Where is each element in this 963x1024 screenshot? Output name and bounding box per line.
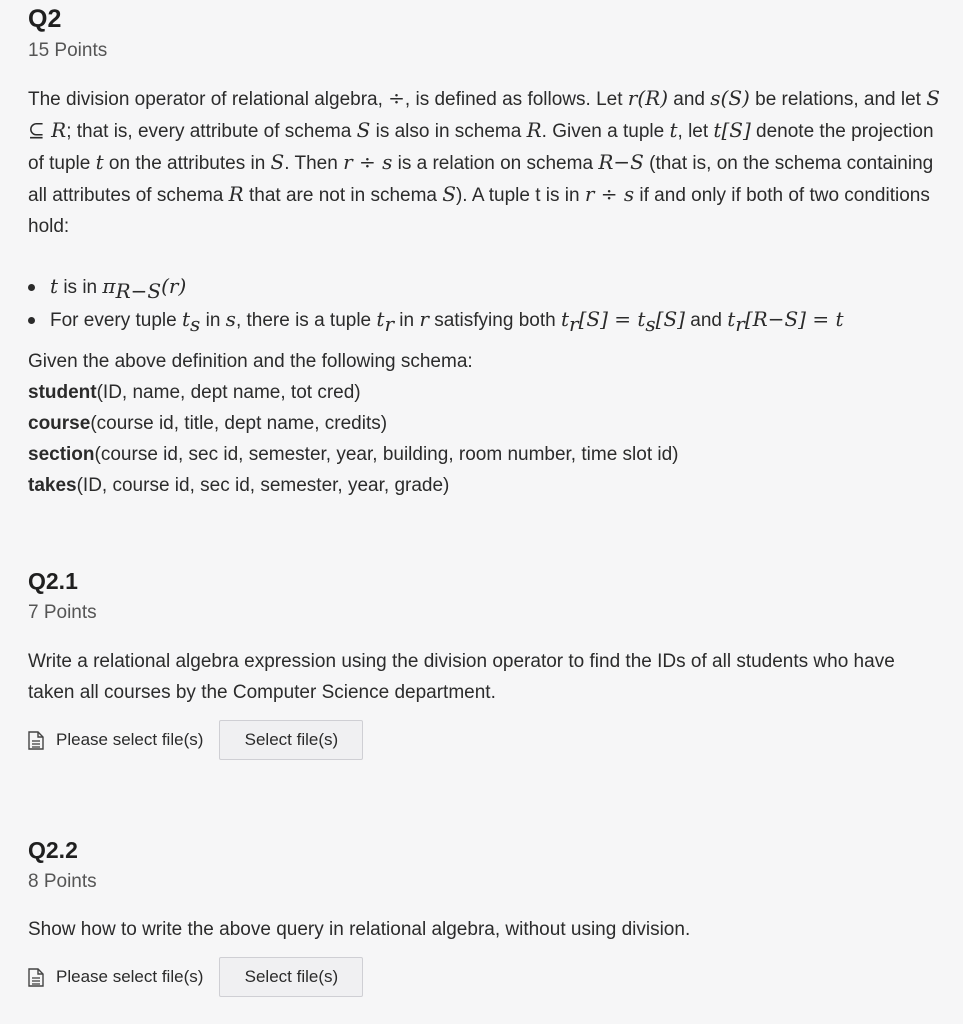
subquestion-prompt-q2-1: Write a relational algebra expression using the division operator to find the IDs of all students who have taken all courses by the Computer Science department. bbox=[28, 651, 895, 703]
condition-item: For every tuple $t_s$ in s, there is a tuple $t_r$ in r satisfying both $t_r[S] = t_s[S]$ and $t_r[R-S] = t$ bbox=[28, 304, 953, 337]
subquestion-title-q2-1: Q2.1 bbox=[28, 568, 78, 594]
schema-intro: Given the above definition and the following schema: bbox=[28, 351, 473, 372]
select-files-button[interactable]: Select file(s) bbox=[219, 720, 363, 760]
file-icon bbox=[28, 968, 44, 987]
question-description: The division operator of relational algebra, ÷, is defined as follows. Let r(R) and s(S) be relations, and let S ⊆ R; that is, every attribute of schema S is also in schema R. Given a tuple t, let t[S] denote the projection of tuple t on the attributes in S. Then r ÷ s is a relation on schema R−S (that is, on the schema containing all attributes of schema R that are not in schema S). A tuple t is in r ÷ s if and only if both of two conditions hold: bbox=[28, 86, 940, 237]
upload-label: Please select file(s) bbox=[56, 730, 204, 749]
condition-item: t is in $\pi_{R-S}(r)$ bbox=[28, 271, 953, 304]
conditions-list bbox=[28, 271, 953, 337]
select-files-button[interactable]: Select file(s) bbox=[219, 957, 363, 997]
schema-takes: takes(ID, course id, sec id, semester, year, grade) bbox=[28, 475, 450, 496]
upload-label: Please select file(s) bbox=[56, 967, 204, 986]
file-upload-q2-1 bbox=[28, 719, 363, 761]
question-title: Q2 bbox=[28, 5, 62, 33]
schema-section: section(course id, sec id, semester, year, building, room number, time slot id) bbox=[28, 444, 679, 465]
file-icon bbox=[28, 731, 44, 750]
question-points: 15 Points bbox=[28, 40, 108, 61]
schema-student: student(ID, name, dept name, tot cred) bbox=[28, 382, 361, 403]
subquestion-prompt-q2-2: Show how to write the above query in relational algebra, without using division. bbox=[28, 919, 691, 940]
subquestion-points-q2-2: 8 Points bbox=[28, 871, 97, 892]
subquestion-title-q2-2: Q2.2 bbox=[28, 837, 78, 863]
schema-course: course(course id, title, dept name, credits) bbox=[28, 413, 388, 434]
file-upload-q2-2 bbox=[28, 956, 363, 998]
subquestion-points-q2-1: 7 Points bbox=[28, 602, 97, 623]
